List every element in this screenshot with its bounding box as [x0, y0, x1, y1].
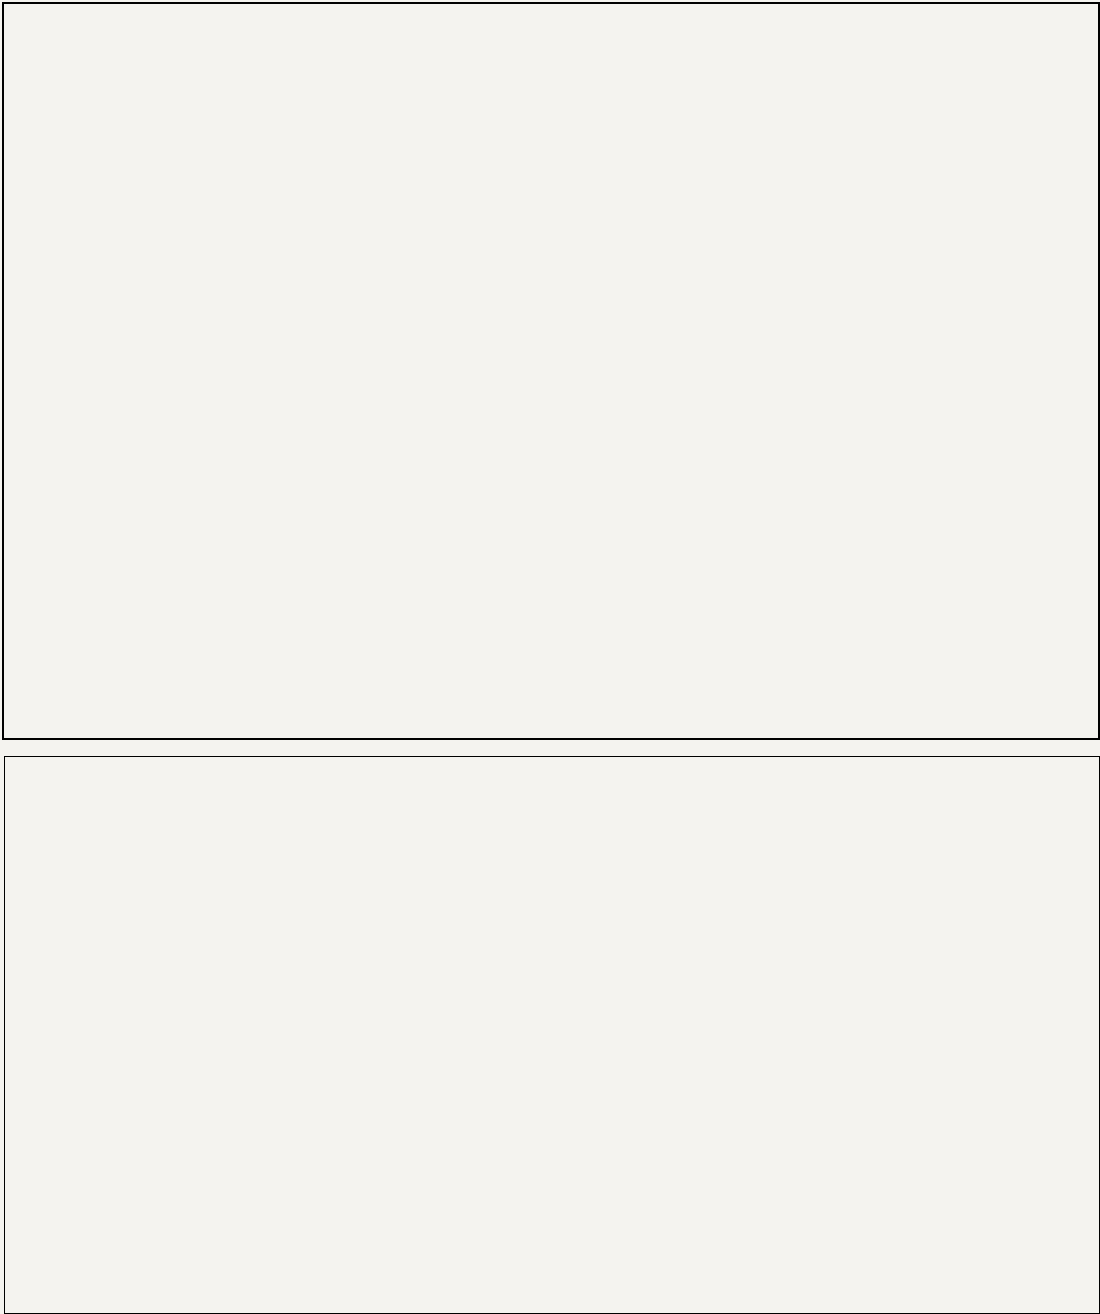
year-grid [4, 756, 1100, 1314]
chart-top [2, 2, 1100, 740]
